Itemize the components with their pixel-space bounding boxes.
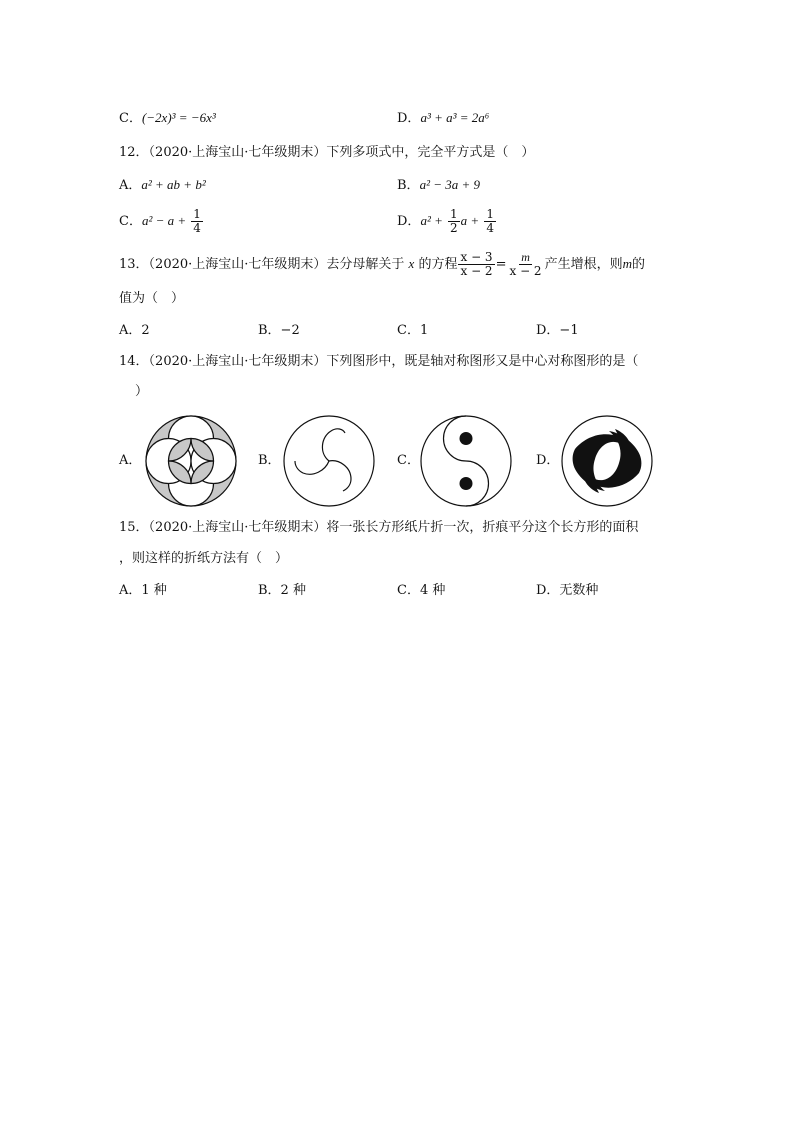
fraction-denominator: 4 — [486, 221, 494, 235]
option-label: B． — [397, 178, 420, 193]
fraction — [448, 208, 460, 235]
fraction — [458, 251, 494, 278]
q15-option-b: B．2 种 — [258, 583, 306, 598]
option-expression: a + — [460, 213, 480, 228]
fraction — [484, 208, 496, 235]
q13-stem — [119, 246, 645, 283]
stem-text: 产生增根，则 — [544, 257, 623, 272]
q11-option-c — [119, 109, 216, 128]
four-petal-circle-figure — [145, 415, 237, 507]
option-expression: a² − a + — [141, 213, 187, 228]
option-label: C． — [119, 214, 142, 229]
three-swirl-circle-figure — [283, 415, 375, 507]
option-label: A． — [119, 178, 142, 193]
fraction-denominator: 2 — [450, 221, 458, 235]
q15-option-d: D．无数种 — [536, 583, 599, 598]
fraction-denominator: x − 2 — [509, 264, 542, 278]
q13-stem-line2: 值为（ ） — [119, 291, 185, 306]
q13-option-c: C．1 — [397, 323, 429, 338]
fraction-numerator: 1 — [193, 207, 201, 221]
q15-option-a: A．1 种 — [119, 583, 167, 598]
fraction — [507, 251, 543, 278]
q13-option-d: D．−1 — [536, 323, 579, 338]
q15-stem: 15．（2020·上海宝山·七年级期末）将一张长方形纸片折一次，折痕平分这个长方形的面积 — [119, 520, 639, 535]
stem-text: 的方程 — [418, 257, 458, 272]
option-expression: (−2x)³ = −6x³ — [141, 110, 216, 125]
fraction-numerator: 1 — [486, 207, 494, 221]
option-expression: a² − 3a + 9 — [419, 177, 481, 192]
option-label: C． — [119, 111, 142, 126]
q15-stem-line2: ，则这样的折纸方法有（ ） — [119, 551, 289, 566]
fraction-numerator: m — [521, 250, 530, 264]
equals-sign: = — [495, 257, 507, 272]
option-expression: a² + — [420, 213, 443, 228]
fraction-denominator: x − 2 — [460, 264, 493, 278]
q12-option-d — [397, 205, 497, 238]
q13-option-a: A．2 — [119, 323, 150, 338]
fraction — [191, 208, 203, 235]
option-label: D． — [397, 214, 421, 229]
option-expression: a² + ab + b² — [141, 177, 206, 192]
fraction-denominator: 4 — [193, 221, 201, 235]
q14-stem-line2: ） — [135, 384, 149, 399]
q14-option-c-label: C． — [397, 453, 420, 468]
twin-blade-circle-figure — [561, 415, 653, 507]
q12-option-a — [119, 176, 206, 195]
q14-stem: 14．（2020·上海宝山·七年级期末）下列图形中，既是轴对称图形又是中心对称图形的是（ — [119, 354, 639, 369]
fraction-numerator: 1 — [450, 207, 458, 221]
stem-text: 13．（2020·上海宝山·七年级期末）去分母解关于 — [119, 257, 405, 272]
fraction-numerator: x − 3 — [460, 250, 493, 264]
q14-option-a-label: A． — [119, 453, 142, 468]
q14-option-b-label: B． — [258, 453, 281, 468]
variable-m: m — [622, 256, 632, 271]
stem-text: 的 — [631, 257, 645, 272]
option-expression: a³ + a³ = 2a⁶ — [420, 110, 490, 125]
option-label: D． — [397, 111, 421, 126]
variable-x: x — [408, 256, 415, 271]
q14-option-d-label: D． — [536, 453, 560, 468]
q13-option-b: B．−2 — [258, 323, 300, 338]
q12-option-c — [119, 205, 204, 238]
q15-option-c: C．4 种 — [397, 583, 446, 598]
q12-option-b — [397, 176, 480, 195]
q12-stem: 12．（2020·上海宝山·七年级期末）下列多项式中，完全平方式是（ ） — [119, 145, 535, 160]
yin-yang-circle-figure — [420, 415, 512, 507]
q11-option-d — [397, 109, 489, 128]
